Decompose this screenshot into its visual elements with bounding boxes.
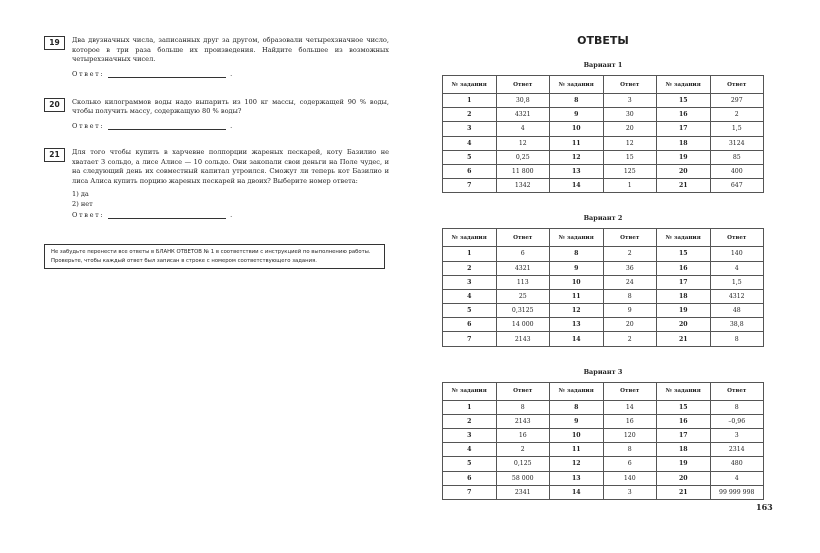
answer-cell: 120 (603, 429, 657, 443)
answer-cell: 8 (603, 289, 657, 303)
answer-cell: 12 (496, 136, 550, 150)
variants-container (442, 61, 764, 500)
transfer-notice: Не забудьте перенести все ответы в БЛАНК ОТВЕТОВ № 1 в соответствии с инструкцией по выполнению работы. Проверьте, чтобы каждый ответ был записан в строке с номером соответствующего задания. (44, 244, 385, 269)
task-number-cell: 14 (550, 485, 604, 499)
answer-cell: 8 (710, 332, 764, 346)
answers-table (442, 228, 764, 346)
answer-cell: 125 (603, 164, 657, 178)
answer-cell: 4312 (710, 289, 764, 303)
task-number-cell: 4 (443, 136, 497, 150)
answer-cell: 3 (603, 94, 657, 108)
answer-cell: 1 (603, 179, 657, 193)
table-row (443, 457, 764, 471)
answer-label: Ответ: (72, 69, 105, 78)
answer-cell: 4321 (496, 261, 550, 275)
task-number-cell: 9 (550, 261, 604, 275)
table-row (443, 261, 764, 275)
option-1: 1) да (72, 190, 89, 199)
table-row (443, 414, 764, 428)
answer-cell: 6 (603, 457, 657, 471)
answer-cell: 480 (710, 457, 764, 471)
answers-title: ОТВЕТЫ (577, 34, 629, 47)
task-19 (44, 36, 389, 78)
answer-cell: 20 (603, 318, 657, 332)
answer-header: Ответ (710, 76, 764, 94)
answer-cell: 2314 (710, 443, 764, 457)
answer-end: . (230, 210, 233, 219)
task-number-cell: 1 (443, 247, 497, 261)
task-number-header: № задания (443, 229, 497, 247)
task-number: 20 (44, 98, 65, 112)
task-number-header: № задания (657, 76, 711, 94)
task-number-cell: 17 (657, 429, 711, 443)
task-number-cell: 15 (657, 94, 711, 108)
answer-field[interactable] (108, 122, 226, 130)
task-number-cell: 8 (550, 247, 604, 261)
task-number-cell: 15 (657, 247, 711, 261)
answer-cell: 2143 (496, 332, 550, 346)
table-row (443, 443, 764, 457)
answer-cell: 4 (496, 122, 550, 136)
task-number-cell: 12 (550, 304, 604, 318)
answer-cell: 16 (603, 414, 657, 428)
answer-header: Ответ (710, 382, 764, 400)
answer-cell: 2143 (496, 414, 550, 428)
task-number-cell: 21 (657, 332, 711, 346)
table-header-row (443, 229, 764, 247)
task-number-cell: 6 (443, 318, 497, 332)
task-number-cell: 4 (443, 289, 497, 303)
answer-cell: –0,96 (710, 414, 764, 428)
table-row (443, 429, 764, 443)
task-number-cell: 7 (443, 485, 497, 499)
answer-cell: 2 (603, 247, 657, 261)
task-number-cell: 6 (443, 471, 497, 485)
variant-title: Вариант 2 (583, 214, 623, 223)
task-number-cell: 5 (443, 457, 497, 471)
answer-cell: 400 (710, 164, 764, 178)
answer-cell: 3 (710, 429, 764, 443)
answer-header: Ответ (603, 76, 657, 94)
task-number-cell: 13 (550, 471, 604, 485)
answer-cell: 4 (710, 471, 764, 485)
table-row (443, 304, 764, 318)
task-21 (44, 148, 389, 219)
table-row (443, 136, 764, 150)
answer-cell: 99 999 998 (710, 485, 764, 499)
answer-cell: 15 (603, 150, 657, 164)
answer-cell: 36 (603, 261, 657, 275)
task-number-cell: 9 (550, 108, 604, 122)
answer-cell: 14 (603, 400, 657, 414)
task-number-cell: 19 (657, 457, 711, 471)
answer-cell: 24 (603, 275, 657, 289)
answer-cell: 4321 (496, 108, 550, 122)
task-number-cell: 18 (657, 136, 711, 150)
answer-cell: 113 (496, 275, 550, 289)
answer-options (72, 190, 389, 209)
task-20 (44, 98, 389, 130)
table-row (443, 318, 764, 332)
task-number: 21 (44, 148, 65, 162)
answer-end: . (230, 69, 233, 78)
task-number-cell: 17 (657, 275, 711, 289)
table-row (443, 471, 764, 485)
task-number-header: № задания (550, 229, 604, 247)
task-number-cell: 18 (657, 289, 711, 303)
answer-cell: 20 (603, 122, 657, 136)
variant-title: Вариант 3 (583, 367, 623, 376)
answer-cell: 0,125 (496, 457, 550, 471)
answer-field[interactable] (108, 211, 226, 219)
task-number-cell: 12 (550, 457, 604, 471)
answers-table (442, 75, 764, 193)
answer-header: Ответ (496, 382, 550, 400)
table-row (443, 122, 764, 136)
task-number-cell: 13 (550, 164, 604, 178)
answer-cell: 8 (496, 400, 550, 414)
task-number-header: № задания (550, 382, 604, 400)
task-number-cell: 21 (657, 485, 711, 499)
answer-cell: 8 (710, 400, 764, 414)
task-number-cell: 11 (550, 443, 604, 457)
task-number-cell: 14 (550, 332, 604, 346)
table-row (443, 332, 764, 346)
answer-cell: 16 (496, 429, 550, 443)
task-number-cell: 2 (443, 108, 497, 122)
task-number-cell: 19 (657, 304, 711, 318)
answer-cell: 30,8 (496, 94, 550, 108)
answer-header: Ответ (603, 382, 657, 400)
answer-cell: 14 000 (496, 318, 550, 332)
task-number-cell: 8 (550, 94, 604, 108)
task-text: Сколько килограммов воды надо выпарить из 100 кг массы, содержащей 90 % воды, чтобы получить массу, содержащую 80 % воды? (72, 97, 389, 116)
table-row (443, 150, 764, 164)
task-number-cell: 21 (657, 179, 711, 193)
answer-cell: 6 (496, 247, 550, 261)
task-number-cell: 3 (443, 429, 497, 443)
answer-header: Ответ (603, 229, 657, 247)
task-number-cell: 2 (443, 414, 497, 428)
answer-cell: 647 (710, 179, 764, 193)
task-number-cell: 9 (550, 414, 604, 428)
task-number-cell: 11 (550, 136, 604, 150)
page-number: 163 (756, 502, 773, 512)
answer-cell: 140 (603, 471, 657, 485)
table-row (443, 108, 764, 122)
task-number-cell: 10 (550, 429, 604, 443)
answer-cell: 2 (496, 443, 550, 457)
answer-cell: 0,3125 (496, 304, 550, 318)
task-number-cell: 2 (443, 261, 497, 275)
task-number-cell: 20 (657, 471, 711, 485)
answer-cell: 1,5 (710, 275, 764, 289)
task-number-cell: 1 (443, 400, 497, 414)
task-number-cell: 4 (443, 443, 497, 457)
answer-line (72, 211, 389, 219)
task-number-cell: 5 (443, 304, 497, 318)
answer-cell: 58 000 (496, 471, 550, 485)
answers-table (442, 382, 764, 500)
task-number-cell: 3 (443, 122, 497, 136)
table-header-row (443, 382, 764, 400)
task-number-cell: 12 (550, 150, 604, 164)
task-number-cell: 10 (550, 122, 604, 136)
task-number-header: № задания (657, 382, 711, 400)
table-row (443, 275, 764, 289)
table-row (443, 94, 764, 108)
answer-cell: 85 (710, 150, 764, 164)
answer-header: Ответ (496, 76, 550, 94)
answer-cell: 12 (603, 136, 657, 150)
task-text: Два двузначных числа, записанных друг за другом, образовали четырехзначное число, которое в три раза больше их произведения. Найдите большее из возможных четырехзначных чисел. (72, 36, 389, 64)
answer-cell: 30 (603, 108, 657, 122)
answer-cell: 1342 (496, 179, 550, 193)
answer-line (72, 122, 389, 130)
task-number-cell: 11 (550, 289, 604, 303)
task-number-cell: 6 (443, 164, 497, 178)
answer-cell: 3 (603, 485, 657, 499)
table-row (443, 247, 764, 261)
answer-field[interactable] (108, 70, 226, 78)
task-number-cell: 14 (550, 179, 604, 193)
task-number-header: № задания (443, 382, 497, 400)
task-number-cell: 13 (550, 318, 604, 332)
task-number-header: № задания (550, 76, 604, 94)
task-number-cell: 20 (657, 164, 711, 178)
answer-label: Ответ: (72, 121, 105, 130)
variant-title: Вариант 1 (583, 61, 623, 69)
table-row (443, 179, 764, 193)
answer-cell: 38,8 (710, 318, 764, 332)
answer-cell: 9 (603, 304, 657, 318)
answer-header: Ответ (496, 229, 550, 247)
left-page (44, 36, 389, 233)
task-number-cell: 10 (550, 275, 604, 289)
task-text: Для того чтобы купить в харчевне полпорции жареных пескарей, коту Базилио не хватает 3 сольдо, а лисе Алисе — 10 сольдо. Они закопали свои деньги на Поле чудес, и на следующий день их совместный капитал утроился. Сможут ли теперь кот Базилио и лиса Алиса купить порцию жареных пескарей на двоих? Выберите номер ответа: (72, 147, 389, 185)
task-number-cell: 16 (657, 108, 711, 122)
task-number-cell: 8 (550, 400, 604, 414)
table-row (443, 164, 764, 178)
task-number-cell: 16 (657, 414, 711, 428)
task-number-cell: 18 (657, 443, 711, 457)
answer-header: Ответ (710, 229, 764, 247)
answer-cell: 3124 (710, 136, 764, 150)
task-number-header: № задания (657, 229, 711, 247)
task-number-header: № задания (443, 76, 497, 94)
answer-cell: 8 (603, 443, 657, 457)
answer-cell: 297 (710, 94, 764, 108)
table-row (443, 485, 764, 499)
task-number-cell: 17 (657, 122, 711, 136)
task-number-cell: 3 (443, 275, 497, 289)
task-number-cell: 15 (657, 400, 711, 414)
task-number-cell: 7 (443, 179, 497, 193)
table-row (443, 400, 764, 414)
task-number-cell: 7 (443, 332, 497, 346)
answer-line (72, 70, 389, 78)
answer-cell: 11 800 (496, 164, 550, 178)
task-number-cell: 20 (657, 318, 711, 332)
answer-label: Ответ: (72, 210, 105, 219)
answer-cell: 2 (710, 108, 764, 122)
answer-cell: 2341 (496, 485, 550, 499)
answer-cell: 140 (710, 247, 764, 261)
task-number-cell: 16 (657, 261, 711, 275)
answer-end: . (230, 121, 233, 130)
answer-cell: 1,5 (710, 122, 764, 136)
task-number-cell: 1 (443, 94, 497, 108)
answer-cell: 0,25 (496, 150, 550, 164)
answer-cell: 4 (710, 261, 764, 275)
task-number: 19 (44, 36, 65, 50)
right-page (442, 34, 764, 521)
answer-cell: 2 (603, 332, 657, 346)
task-number-cell: 5 (443, 150, 497, 164)
answer-cell: 25 (496, 289, 550, 303)
option-2: 2) нет (72, 199, 93, 208)
table-row (443, 289, 764, 303)
answer-cell: 48 (710, 304, 764, 318)
task-number-cell: 19 (657, 150, 711, 164)
table-header-row (443, 76, 764, 94)
